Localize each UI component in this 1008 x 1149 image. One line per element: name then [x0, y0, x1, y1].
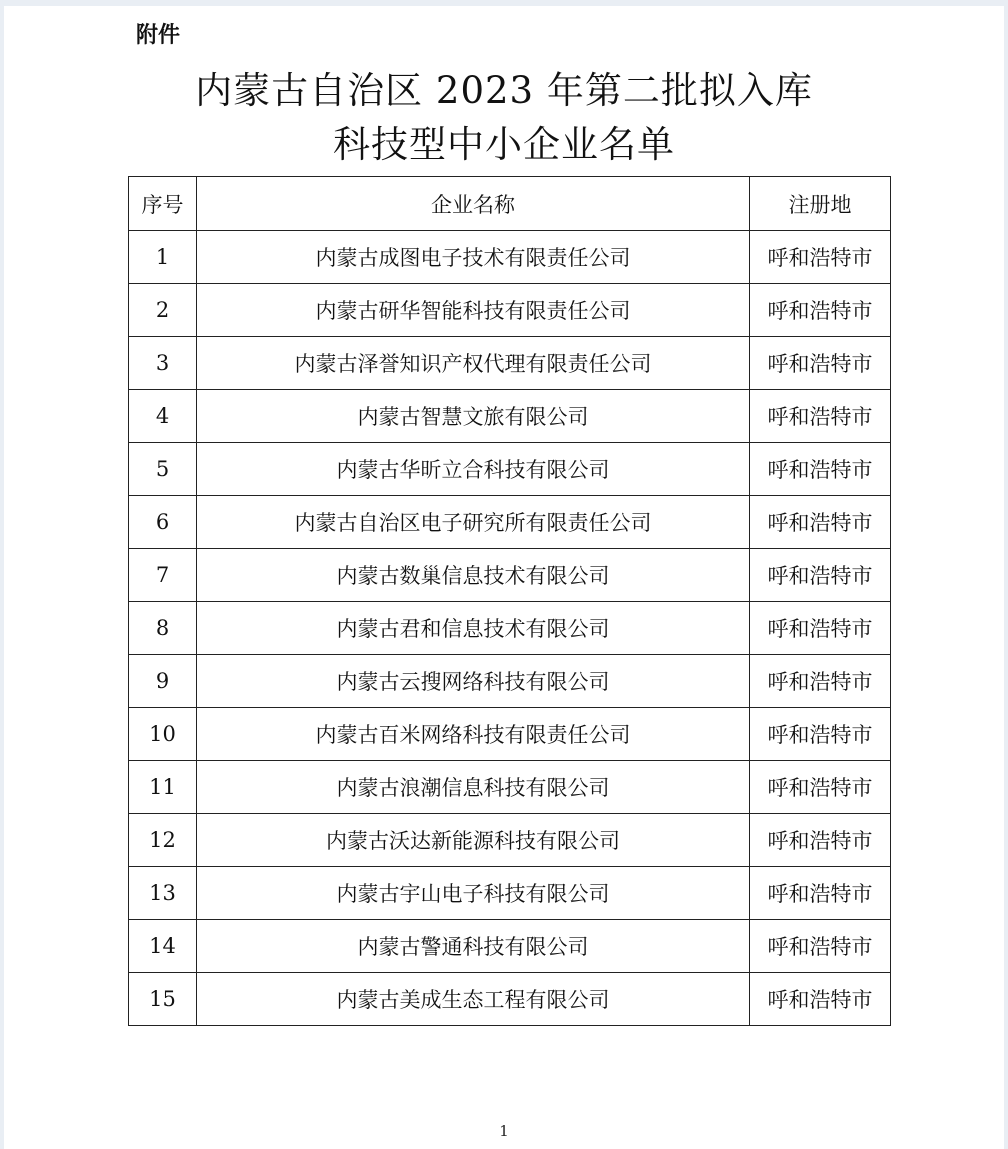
- header-company-name: 企业名称: [197, 177, 750, 231]
- company-name: 内蒙古百米网络科技有限责任公司: [197, 708, 750, 761]
- registration-place: 呼和浩特市: [750, 390, 891, 443]
- document-title-line-1: 内蒙古自治区 2023 年第二批拟入库: [195, 69, 813, 112]
- row-number: 14: [129, 920, 197, 973]
- header-registration-place: 注册地: [750, 177, 891, 231]
- registration-place: 呼和浩特市: [750, 655, 891, 708]
- registration-place: 呼和浩特市: [750, 761, 891, 814]
- row-number: 2: [129, 284, 197, 337]
- company-name: 内蒙古泽誉知识产权代理有限责任公司: [197, 337, 750, 390]
- document-title-line-2: 科技型中小企业名单: [333, 123, 675, 166]
- registration-place: 呼和浩特市: [750, 602, 891, 655]
- company-name: 内蒙古智慧文旅有限公司: [197, 390, 750, 443]
- company-name: 内蒙古华昕立合科技有限公司: [197, 443, 750, 496]
- table-row: [129, 390, 891, 443]
- table-row: [129, 549, 891, 602]
- table-row: [129, 814, 891, 867]
- row-number: 10: [129, 708, 197, 761]
- company-name: 内蒙古数巢信息技术有限公司: [197, 549, 750, 602]
- table-row: [129, 443, 891, 496]
- registration-place: 呼和浩特市: [750, 284, 891, 337]
- company-name: 内蒙古君和信息技术有限公司: [197, 602, 750, 655]
- company-name: 内蒙古警通科技有限公司: [197, 920, 750, 973]
- registration-place: 呼和浩特市: [750, 814, 891, 867]
- table-row: [129, 867, 891, 920]
- table-row: [129, 655, 891, 708]
- row-number: 9: [129, 655, 197, 708]
- row-number: 1: [129, 231, 197, 284]
- row-number: 8: [129, 602, 197, 655]
- registration-place: 呼和浩特市: [750, 231, 891, 284]
- registration-place: 呼和浩特市: [750, 708, 891, 761]
- registration-place: 呼和浩特市: [750, 867, 891, 920]
- row-number: 6: [129, 496, 197, 549]
- table-row: [129, 708, 891, 761]
- row-number: 3: [129, 337, 197, 390]
- table-row: [129, 602, 891, 655]
- table-row: [129, 231, 891, 284]
- table-row: [129, 920, 891, 973]
- company-name: 内蒙古成图电子技术有限责任公司: [197, 231, 750, 284]
- page-number: 1: [499, 1122, 509, 1140]
- registration-place: 呼和浩特市: [750, 443, 891, 496]
- table-row: [129, 284, 891, 337]
- company-name: 内蒙古浪潮信息科技有限公司: [197, 761, 750, 814]
- registration-place: 呼和浩特市: [750, 973, 891, 1026]
- table-row: [129, 761, 891, 814]
- row-number: 15: [129, 973, 197, 1026]
- registration-place: 呼和浩特市: [750, 920, 891, 973]
- row-number: 4: [129, 390, 197, 443]
- row-number: 7: [129, 549, 197, 602]
- table-row: [129, 973, 891, 1026]
- company-name: 内蒙古研华智能科技有限责任公司: [197, 284, 750, 337]
- row-number: 13: [129, 867, 197, 920]
- row-number: 12: [129, 814, 197, 867]
- company-name: 内蒙古宇山电子科技有限公司: [197, 867, 750, 920]
- registration-place: 呼和浩特市: [750, 549, 891, 602]
- company-name: 内蒙古美成生态工程有限公司: [197, 973, 750, 1026]
- registration-place: 呼和浩特市: [750, 337, 891, 390]
- header-serial-number: 序号: [129, 177, 197, 231]
- company-name: 内蒙古自治区电子研究所有限责任公司: [197, 496, 750, 549]
- row-number: 5: [129, 443, 197, 496]
- company-name: 内蒙古云搜网络科技有限公司: [197, 655, 750, 708]
- company-name: 内蒙古沃达新能源科技有限公司: [197, 814, 750, 867]
- table-row: [129, 496, 891, 549]
- table-header-row: [129, 177, 891, 231]
- company-list-table: [128, 176, 891, 1026]
- registration-place: 呼和浩特市: [750, 496, 891, 549]
- table-row: [129, 337, 891, 390]
- row-number: 11: [129, 761, 197, 814]
- attachment-label: 附件: [136, 23, 181, 48]
